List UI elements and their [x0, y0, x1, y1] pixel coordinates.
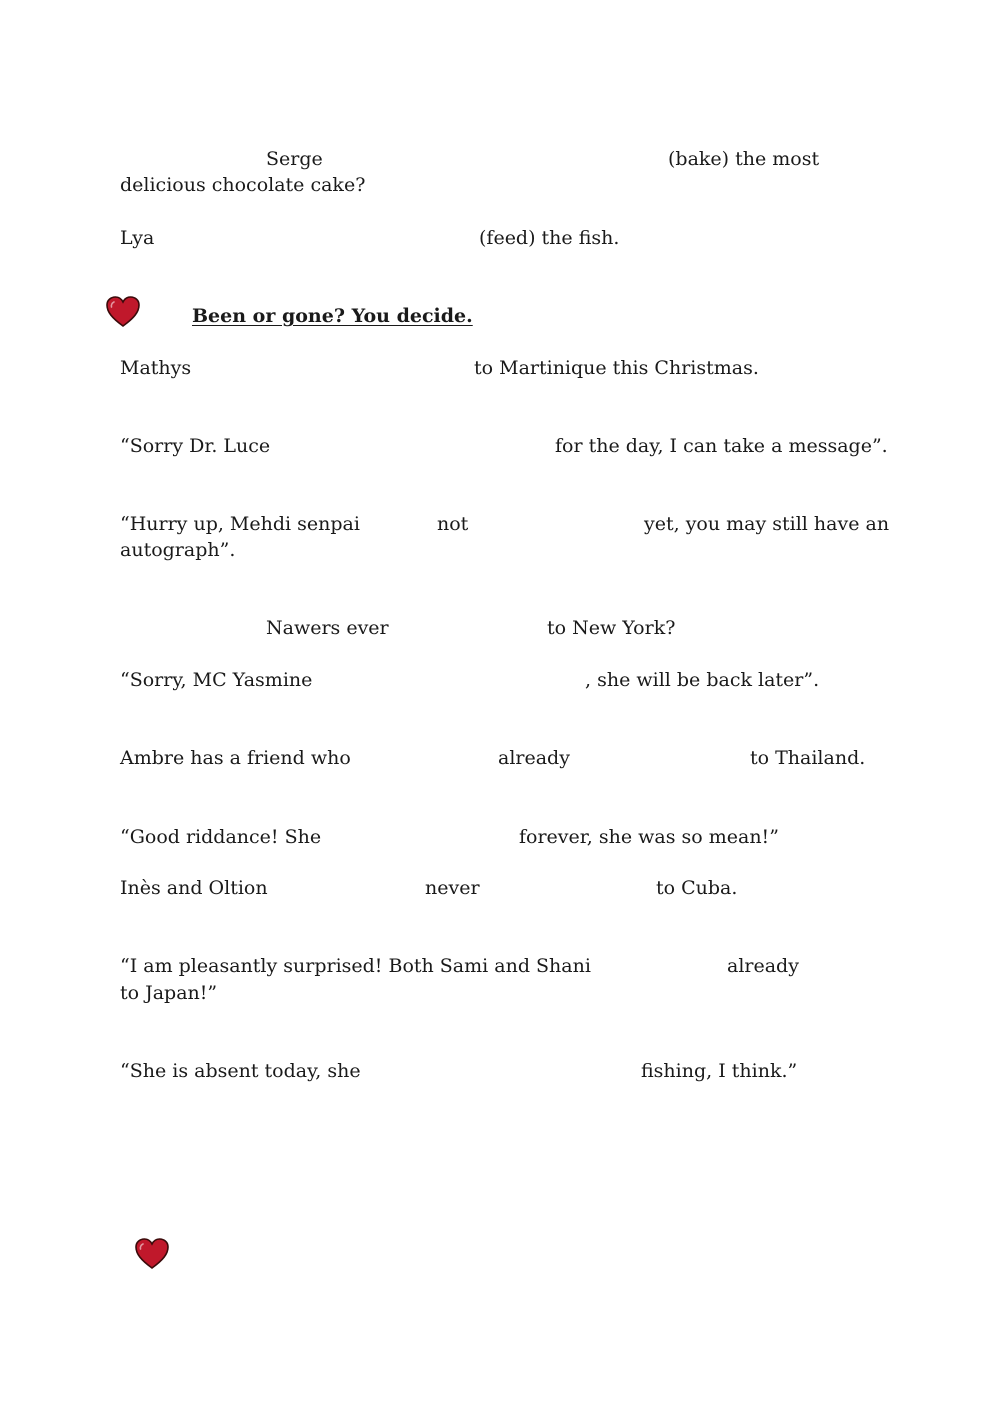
s2-q5-rest: , she will be back later”. [585, 669, 820, 691]
q1-continuation: delicious chocolate cake? [120, 174, 366, 196]
s2-q7-subject: “Good riddance! She [120, 826, 322, 848]
s2-q9-subject: “I am pleasantly surprised! Both Sami and Shani [120, 955, 591, 977]
s2-q3-adverb: not [437, 513, 469, 535]
s2-q8-subject: Inès and Oltion [120, 877, 268, 899]
s2-q9-continuation: to Japan!” [120, 982, 218, 1004]
heart-icon [106, 296, 140, 328]
s2-q10-rest: fishing, I think.” [641, 1060, 798, 1082]
s2-q3-subject: “Hurry up, Mehdi senpai [120, 513, 360, 535]
q1-verb-hint: (bake) the most [668, 148, 820, 170]
s2-q6-adverb: already [498, 747, 570, 769]
s2-q9-adverb: already [727, 955, 799, 977]
section-heading: Been or gone? You decide. [192, 305, 473, 327]
footer-heart-icon [135, 1238, 169, 1270]
q2-verb-hint: (feed) the fish. [479, 227, 620, 249]
s2-q4-rest: to New York? [547, 617, 676, 639]
q1-subject: Serge [266, 148, 323, 170]
s2-q6-rest: to Thailand. [750, 747, 866, 769]
s2-q1-rest: to Martinique this Christmas. [474, 357, 759, 379]
s2-q8-adverb: never [425, 877, 480, 899]
s2-q4-subject: Nawers ever [266, 617, 389, 639]
s2-q7-rest: forever, she was so mean!” [519, 826, 779, 848]
s2-q8-rest: to Cuba. [656, 877, 738, 899]
s2-q6-subject: Ambre has a friend who [120, 747, 351, 769]
s2-q1-subject: Mathys [120, 357, 192, 379]
s2-q2-subject: “Sorry Dr. Luce [120, 435, 271, 457]
s2-q5-subject: “Sorry, MC Yasmine [120, 669, 313, 691]
s2-q3-continuation: autograph”. [120, 539, 236, 561]
s2-q3-rest: yet, you may still have an [644, 513, 890, 535]
q2-subject: Lya [120, 227, 155, 249]
s2-q2-rest: for the day, I can take a message”. [555, 435, 888, 457]
s2-q10-subject: “She is absent today, she [120, 1060, 361, 1082]
